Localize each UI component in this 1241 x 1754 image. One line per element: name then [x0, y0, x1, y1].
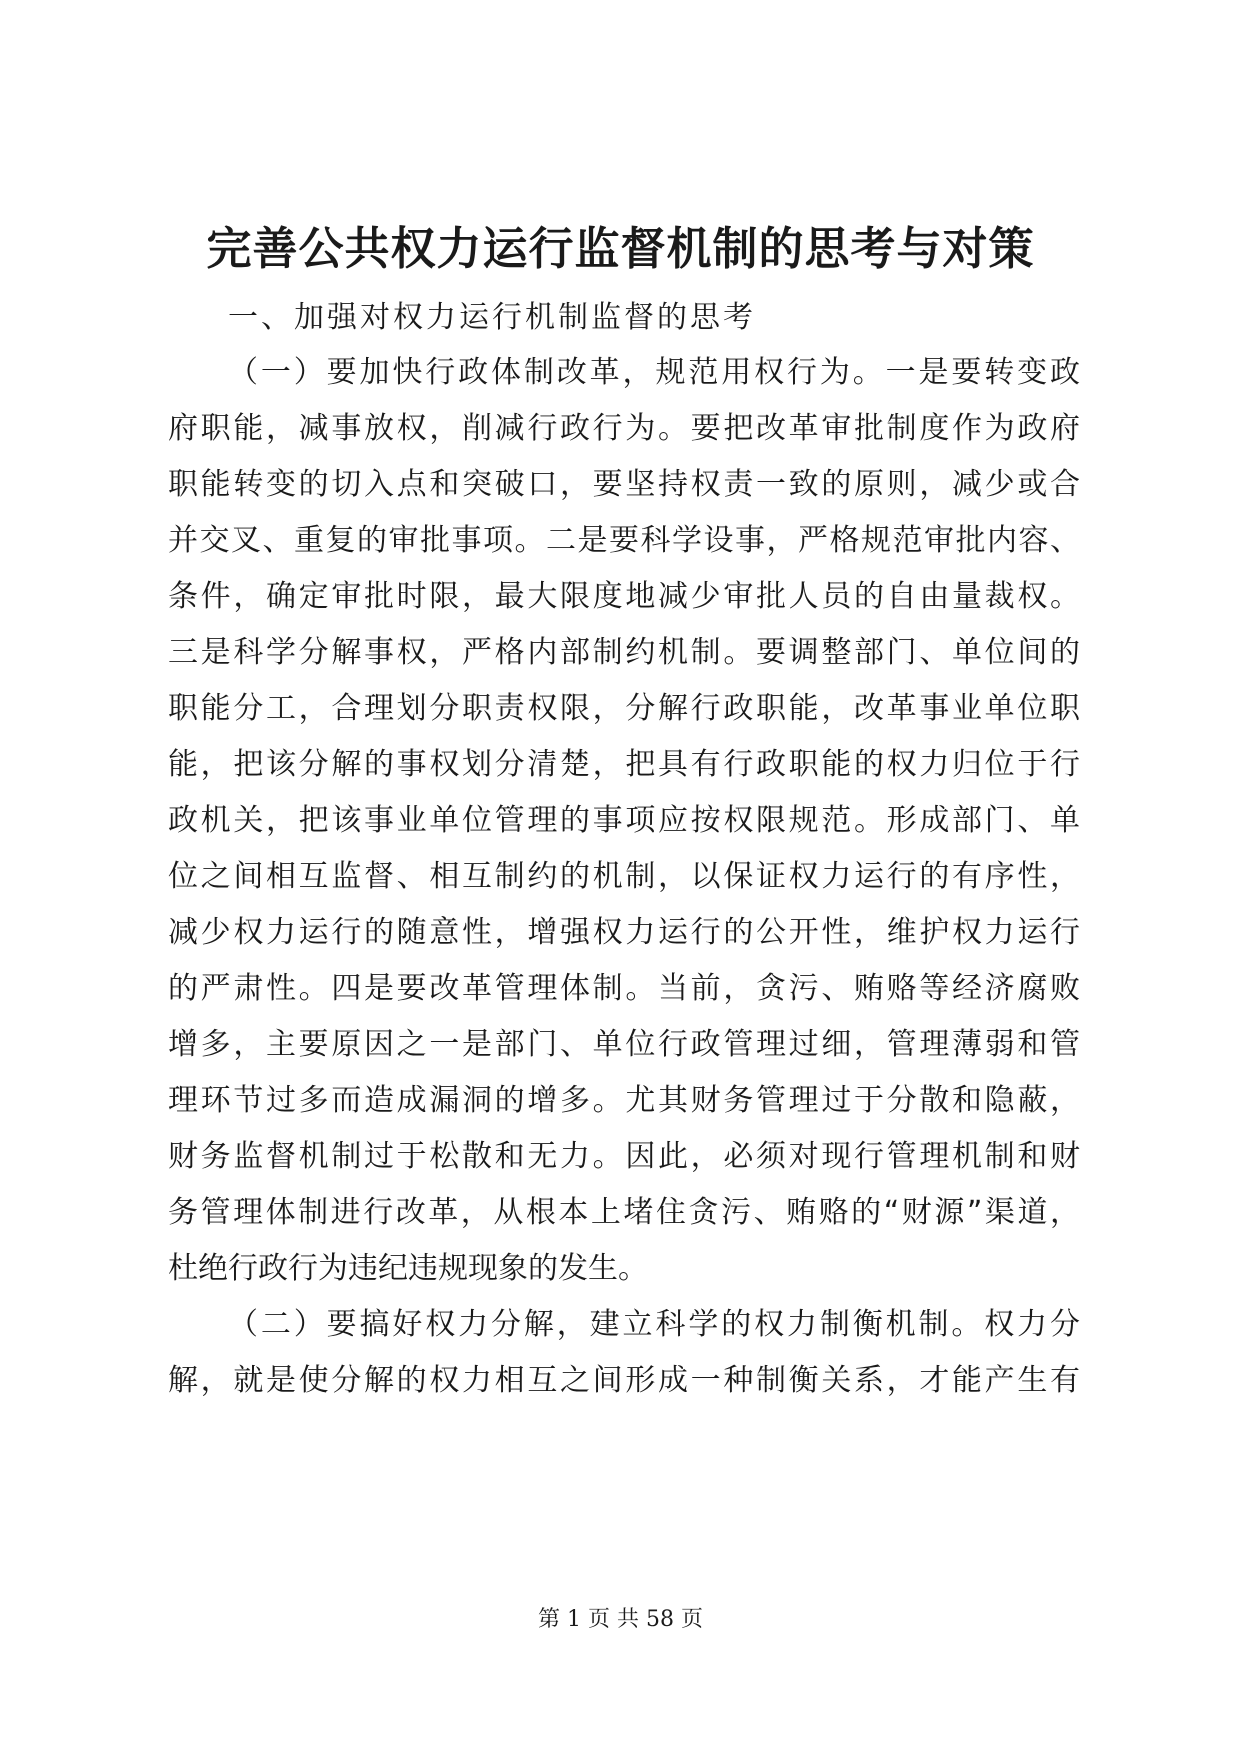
- paragraph-1-line-3: 职能转变的切入点和突破口，要坚持权责一致的原则，减少或合: [168, 467, 1080, 502]
- paragraph-1-line-9: 政机关，把该事业单位管理的事项应按权限规范。形成部门、单: [168, 803, 1080, 838]
- document-title: 完善公共权力运行监督机制的思考与对策: [206, 222, 1035, 275]
- paragraph-1-line-1: （一）要加快行政体制改革，规范用权行为。一是要转变政: [228, 355, 1080, 390]
- paragraph-1-line-2: 府职能，减事放权，削减行政行为。要把改革审批制度作为政府: [168, 411, 1080, 446]
- paragraph-1-line-15: 财务监督机制过于松散和无力。因此，必须对现行管理机制和财: [168, 1139, 1080, 1174]
- paragraph-1-line-6: 三是科学分解事权，严格内部制约机制。要调整部门、单位间的: [168, 635, 1080, 670]
- paragraph-1-line-14: 理环节过多而造成漏洞的增多。尤其财务管理过于分散和隐蔽，: [168, 1083, 1080, 1118]
- paragraph-1-line-16: 务管理体制进行改革，从根本上堵住贪污、贿赂的“财源”渠道，: [168, 1195, 1080, 1230]
- paragraph-1-line-17: 杜绝行政行为违纪违规现象的发生。: [168, 1251, 648, 1286]
- paragraph-2-line-1: （二）要搞好权力分解，建立科学的权力制衡机制。权力分: [228, 1307, 1080, 1342]
- paragraph-1-line-4: 并交叉、重复的审批事项。二是要科学设事，严格规范审批内容、: [168, 523, 1080, 558]
- paragraph-1-line-8: 能，把该分解的事权划分清楚，把具有行政职能的权力归位于行: [168, 747, 1080, 782]
- paragraph-1-line-12: 的严肃性。四是要改革管理体制。当前，贪污、贿赂等经济腐败: [168, 971, 1080, 1006]
- paragraph-1-line-5: 条件，确定审批时限，最大限度地减少审批人员的自由量裁权。: [168, 579, 1080, 614]
- paragraph-1-line-10: 位之间相互监督、相互制约的机制，以保证权力运行的有序性，: [168, 859, 1080, 894]
- paragraph-1-line-7: 职能分工，合理划分职责权限，分解行政职能，改革事业单位职: [168, 691, 1080, 726]
- paragraph-2-line-2: 解，就是使分解的权力相互之间形成一种制衡关系，才能产生有: [168, 1363, 1080, 1398]
- section-heading: 一、加强对权力运行机制监督的思考: [228, 300, 756, 335]
- paragraph-1-line-11: 减少权力运行的随意性，增强权力运行的公开性，维护权力运行: [168, 915, 1080, 950]
- paragraph-1-line-13: 增多，主要原因之一是部门、单位行政管理过细，管理薄弱和管: [168, 1027, 1080, 1062]
- page-number-footer: 第 1 页 共 58 页: [538, 1607, 703, 1632]
